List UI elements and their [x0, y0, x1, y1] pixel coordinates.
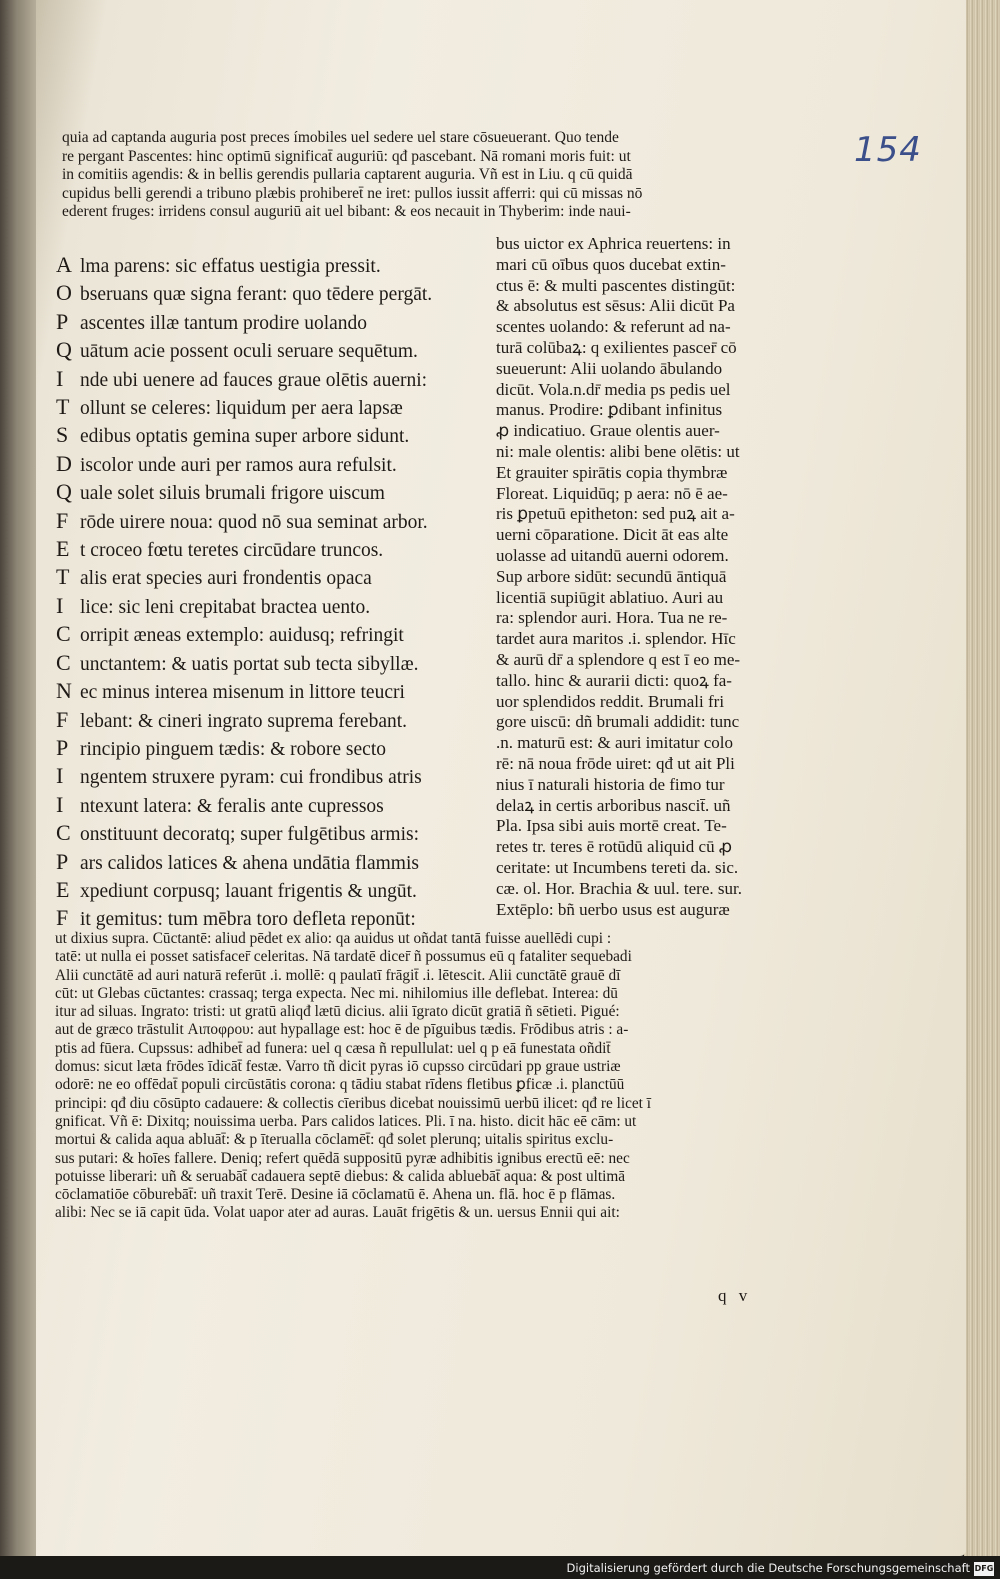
verse-initial: I	[56, 365, 64, 391]
commentary-line: cōclamatiōe cōburebāt̄: uñ traxit Terē. Desine iā cōclamatū ē. Ahena un. flā. hoc ē p flāmas.	[55, 1186, 616, 1204]
verse-line	[56, 621, 496, 649]
folio-number: 154	[854, 130, 922, 170]
verse-initial: A	[56, 252, 72, 277]
verse-text: iscolor unde auri per ramos aura refulsit.	[80, 454, 397, 476]
commentary-line: ra: splendor auri. Hora. Tua ne re-	[496, 608, 728, 628]
verse-initial: T	[56, 564, 70, 590]
commentary-line: nius ī naturali historia de fimo tur	[496, 774, 725, 794]
verse-text: nde ubi uenere ad fauces graue olētis auerni:	[80, 369, 428, 391]
commentary-line: retes tr. teres ē rotūdū aliquid cū ꝓ	[496, 837, 732, 857]
commentary-line: rē: nā noua frōde uiret: qđ ut ait Pli	[496, 753, 735, 773]
signature-mark: q v	[718, 1286, 752, 1305]
verse-line	[56, 422, 496, 450]
verse-text: lma parens: sic effatus uestigia pressit.	[80, 256, 381, 277]
verse-text: it gemitus: tum mēbra toro defleta reponūt:	[80, 909, 416, 931]
commentary-line: ut dixius supra. Cūctantē: aliud pēdet ex alio: qa auidus ut oñdat tantā fuisse auellēdi cupi :	[55, 930, 612, 947]
commentary-line: alibi: Nec se iā capit ūda. Volat uapor ater ad auras. Lauāt frigētis & un. uersus Ennii qui ait:	[55, 1204, 620, 1222]
verse-column	[56, 252, 496, 934]
commentary-line: bus uictor ex Aphrica reuertens: in	[496, 234, 731, 253]
verse-initial: E	[56, 876, 70, 902]
top-commentary	[62, 129, 762, 222]
verse-line	[56, 877, 496, 905]
verse-text: ntexunt latera: & feralis ante cupressos	[80, 795, 384, 817]
verse-text: ollunt se celeres: liquidum per aera lapsæ	[80, 398, 403, 420]
verse-line	[56, 820, 496, 848]
commentary-line: mortui & calida aqua abluāt̄: & p īterualla cōclamēt̄: qđ solet plerunq; uitalis spiritus exclu-	[55, 1131, 614, 1149]
verse-line	[56, 735, 496, 763]
verse-line	[56, 394, 496, 422]
dfg-logo-icon: DFG	[974, 1562, 994, 1576]
commentary-line: odorē: ne eo offēdat̄ populi circūstātis corona: q tādiu stabat rīdens fletibus ꝑficæ .i. planctūū	[55, 1076, 625, 1094]
verse-line	[56, 650, 496, 678]
commentary-line: Sup arbore sidūt: secundū āntiquā	[496, 566, 727, 586]
commentary-line: sueuerunt: Alii uolando ābulando	[496, 358, 723, 378]
verse-line	[56, 593, 496, 621]
commentary-line: & absolutus est sēsus: Alii dicūt Pa	[496, 296, 735, 316]
verse-line	[56, 451, 496, 479]
verse-text: bseruans quæ signa ferant: quo tēdere pergāt.	[80, 284, 433, 306]
verse-text: edibus optatis gemina super arbore sidunt.	[80, 426, 410, 448]
verse-text: ngentem struxere pyram: cui frondibus atris	[80, 767, 422, 789]
commentary-line: cūt: ut Glebas cūctantes: crassaq; terga expecta. Nec mi. nihilomius ille deflebat. Interea: dū	[55, 984, 618, 1002]
commentary-line: ctus ē: & multi pascentes distingūt:	[496, 275, 736, 295]
right-commentary	[496, 234, 786, 920]
verse-line	[56, 309, 496, 337]
verse-text: ec minus interea misenum in littore teucri	[80, 682, 405, 704]
verse-line	[56, 536, 496, 564]
verse-initial: C	[56, 649, 71, 675]
commentary-line: licentiā supiūgit ablatiuo. Auri au	[496, 587, 724, 607]
commentary-line: uor splendidos reddit. Brumali fri	[496, 691, 725, 711]
verse-line	[56, 252, 496, 280]
commentary-line: tardet aura maritos .i. splendor. Hīc	[496, 629, 736, 649]
verse-text: xpediunt corpusq; lauant frigentis & ungūt.	[80, 880, 417, 902]
verse-line	[56, 366, 496, 394]
commentary-line: Floreat. Liquidūq; p aera: nō ē ae-	[496, 483, 728, 503]
verse-line	[56, 707, 496, 735]
commentary-line: ris ꝑpetuū epitheton: sed puꝝ ait a-	[496, 504, 735, 524]
commentary-line: cupidus belli gerendi a tribuno plæbis prohiberet̄ ne iret: pullos iussit afferri: qui cū missas nō	[62, 184, 643, 202]
commentary-line: itur ad siluas. Ingrato: tristi: ut gratū aliqđ lætū dicius. alii īgrato dicūt gratiā ñ sētieti. Pigué:	[55, 1003, 620, 1021]
verse-initial: C	[56, 820, 71, 846]
verse-initial: I	[56, 763, 64, 789]
commentary-line: uolasse ad uitandū auerni odorem.	[496, 545, 729, 565]
verse-line	[56, 678, 496, 706]
verse-initial: I	[56, 791, 64, 817]
commentary-line: delaꝝ in certis arboribus nascit̄. uñ	[496, 795, 731, 815]
verse-initial: S	[56, 422, 69, 448]
commentary-line: .n. maturū est: & auri imitatur colo	[496, 733, 734, 753]
verse-initial: F	[56, 706, 69, 732]
verse-initial: O	[56, 280, 72, 306]
funding-credit: Digitalisierung gefördert durch die Deutsche Forschungsgemeinschaft	[566, 1561, 970, 1575]
verse-initial: T	[56, 394, 70, 420]
commentary-line: uerni cōparatione. Dicit āt eas alte	[496, 525, 729, 545]
verse-initial: C	[56, 621, 71, 647]
bottom-commentary	[55, 930, 775, 1223]
commentary-line: Alii cunctātē ad auri naturā referūt .i. mollē: q paulatī frāgit̄ .i. lētescit. Alii cunctātē grauē dī	[55, 966, 621, 984]
commentary-line: cæ. ol. Hor. Brachia & uul. tere. sur.	[496, 878, 742, 898]
commentary-line: tallo. hinc & aurarii dicti: quoꝝ fa-	[496, 670, 732, 690]
verse-line	[56, 849, 496, 877]
verse-text: lice: sic leni crepitabat bractea uento.	[80, 596, 371, 618]
verse-text: rincipio pinguem tædis: & robore secto	[80, 738, 386, 760]
verse-line	[56, 337, 496, 365]
commentary-line: Pla. Ipsa sibi auis mortē creat. Te-	[496, 816, 727, 836]
commentary-line: aut de græco trāstulit Αιποφρου: aut hypallage est: hoc ē de pīguibus tædis. Frōdibus atris : a-	[55, 1021, 629, 1039]
verse-initial: N	[56, 678, 72, 704]
commentary-line: quia ad captanda auguria post preces ímobiles uel sedere uel stare cōsueuerant. Quo tende	[62, 129, 619, 146]
commentary-line: ni: male olentis: alibi bene olētis: ut	[496, 441, 740, 461]
commentary-line: potuisse liberari: uñ & seruabāt̄ cadauera septē diebus: & calida abluebāt̄ aqua: & post ultimā	[55, 1167, 626, 1185]
commentary-line: turā colūbaꝝ: q exilientes pascer̄ cō	[496, 337, 737, 357]
verse-text: t croceo fœtu teretes circūdare truncos.	[80, 540, 384, 562]
commentary-line: scentes uolando: & referunt ad na-	[496, 317, 731, 337]
commentary-line: manus. Prodire: ꝑdibant infinitus	[496, 400, 723, 420]
commentary-line: ꝓ indicatiuo. Graue olentis auer-	[496, 421, 720, 441]
verse-text: alis erat species auri frondentis opaca	[80, 568, 372, 590]
verse-line	[56, 564, 496, 592]
verse-text: uale solet siluis brumali frigore uiscum	[80, 483, 385, 505]
commentary-line: tatē: ut nulla ei posset satisfacer̄ celeritas. Nā tardatē dicer̄ ñ possumus eū q fataliter sequebadi	[55, 948, 632, 966]
verse-line	[56, 479, 496, 507]
commentary-line: in comitiis agendis: & in bellis gerendis pullaria captarent auguria. Vñ est in Liu. q cū quidā	[62, 166, 633, 184]
verse-line	[56, 280, 496, 308]
verse-text: unctantem: & uatis portat sub tecta sibyllæ.	[80, 653, 419, 675]
commentary-line: Et grauiter spirātis copia thymbræ	[496, 462, 728, 482]
commentary-line: re pergant Pascentes: hinc optimū significat̄ auguriū: qđ pascebant. Nā romani moris fuit: ut	[62, 147, 631, 165]
commentary-line: principi: qđ diu cōsūpto cadauere: & collectis cīeribus dicebat nouissimū uerbū ilicet: qđ re licet ī	[55, 1094, 651, 1112]
verse-text: ars calidos latices & ahena undātia flammis	[80, 852, 419, 874]
verse-initial: P	[56, 848, 69, 874]
verse-initial: P	[56, 308, 69, 334]
commentary-line: ptis ad fūera. Cupssus: adhibet̄ ad funera: uel q cæsa ñ repullulat: uel q p eā funestata oñdit̄	[55, 1039, 611, 1057]
verse-line	[56, 508, 496, 536]
commentary-line: domus: sicut læta frōdes īdicāt̄ festæ. Varro tñ dicit pyras iō cupsso circūdari pp graue ustriæ	[55, 1058, 621, 1076]
commentary-line: gore uiscū: dñ brumali addidit: tunc	[496, 712, 740, 732]
verse-text: orripit æneas extemplo: auidusq; refringit	[80, 625, 404, 647]
commentary-line: Extēplo: bñ uerbo usus est auguræ	[496, 899, 730, 919]
verse-initial: F	[56, 507, 69, 533]
commentary-line: & aurū dr̄ a splendore q est ī eo me-	[496, 649, 741, 669]
verse-line	[56, 763, 496, 791]
verse-initial: Q	[56, 337, 72, 363]
footer-bar	[0, 1556, 1000, 1579]
verse-text: onstituunt decoratq; super fulgētibus armis:	[80, 824, 420, 846]
verse-line	[56, 792, 496, 820]
verse-text: lebant: & cineri ingrato suprema ferebant.	[80, 710, 408, 732]
verse-initial: Q	[56, 479, 72, 505]
verse-text: uātum acie possent oculi seruare sequētum.	[80, 341, 418, 363]
verse-initial: P	[56, 734, 69, 760]
commentary-line: ederent fruges: irridens consul auguriū ait uel bibant: & eos necauit in Thyberim: inde naui-	[62, 203, 631, 221]
commentary-line: dicūt. Vola.n.dr̄ media ps pedis uel	[496, 379, 731, 399]
verse-initial: D	[56, 450, 72, 476]
commentary-line: sus putari: & hoīes fallere. Deniq; refert quēdā suppositū pyræ adhibitis ignibus erectū eē: nec	[55, 1149, 630, 1167]
verse-initial: E	[56, 536, 70, 562]
verse-initial: F	[56, 905, 69, 931]
commentary-line: gnificat. Vñ ē: Dixitq; nouissima uerba. Pars calidos latices. Pli. ī na. histo. dicit hāc eē cām: ut	[55, 1112, 637, 1130]
commentary-line: mari cū oībus quos ducebat extin-	[496, 254, 726, 274]
verse-initial: I	[56, 592, 64, 618]
page-stack-edge	[964, 0, 1000, 1560]
verse-text: rōde uirere noua: quod nō sua seminat arbor.	[80, 511, 428, 533]
verse-text: ascentes illæ tantum prodire uolando	[80, 312, 368, 334]
commentary-line: ceritate: ut Incumbens tereti da. sic.	[496, 857, 739, 877]
